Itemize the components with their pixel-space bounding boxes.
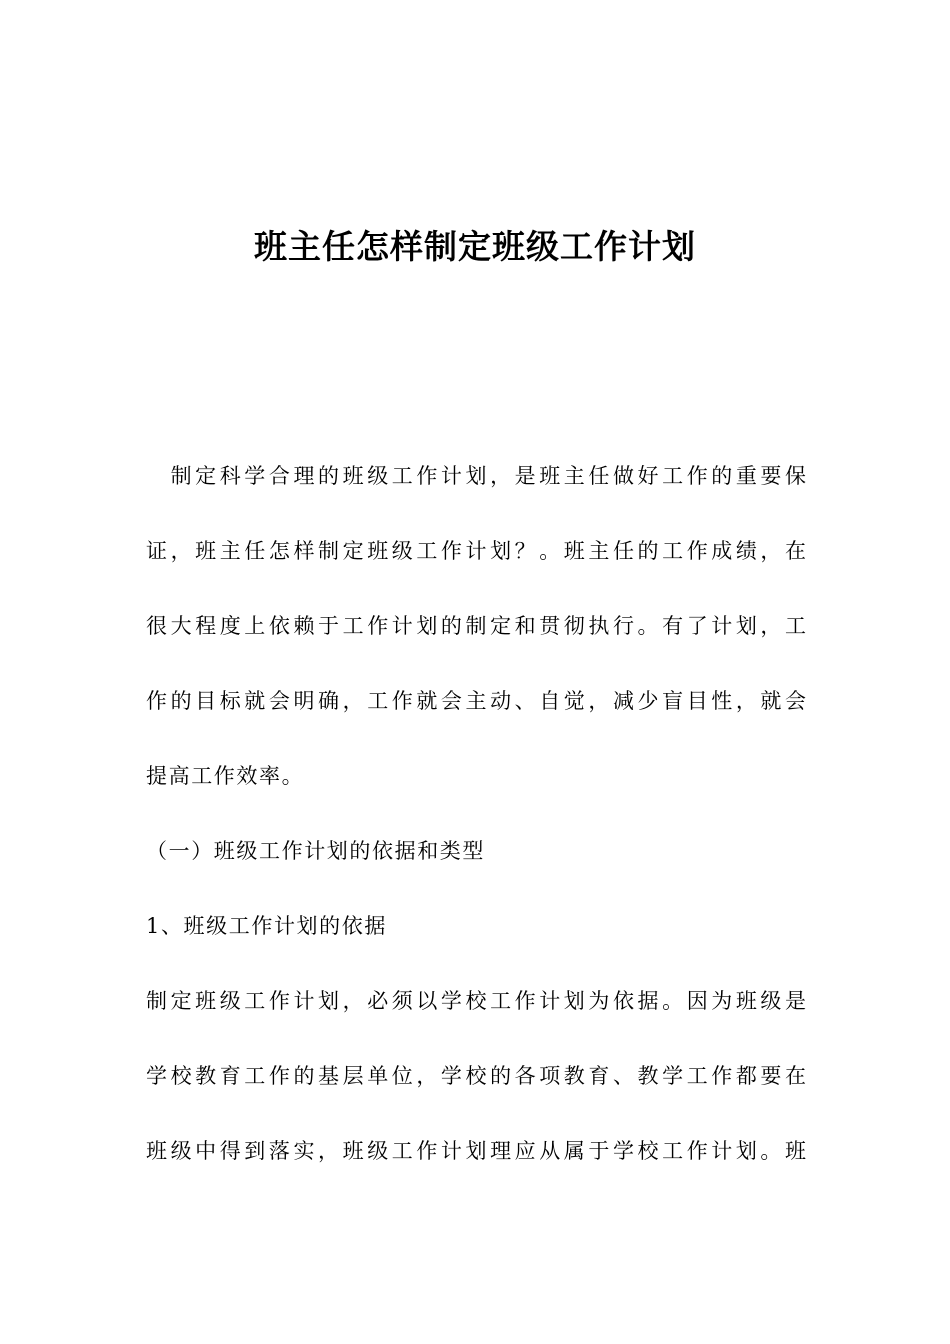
paragraph-line-4: 作的目标就会明确，工作就会主动、自觉，减少盲目性，就会 (146, 689, 806, 713)
paragraph-line-5: 提高工作效率。 (146, 764, 305, 788)
paragraph-line-1: 制定科学合理的班级工作计划，是班主任做好工作的重要保 (146, 464, 806, 488)
paragraph-line-3: 很大程度上依赖于工作计划的制定和贯彻执行。有了计划，工 (146, 614, 806, 638)
document-title: 班主任怎样制定班级工作计划 (254, 227, 696, 266)
paragraph-line-6: 制定班级工作计划，必须以学校工作计划为依据。因为班级是 (146, 989, 806, 1013)
section-heading-1: （一）班级工作计划的依据和类型 (146, 839, 485, 863)
paragraph-line-2: 证，班主任怎样制定班级工作计划？。班主任的工作成绩，在 (146, 539, 806, 563)
paragraph-line-8: 班级中得到落实，班级工作计划理应从属于学校工作计划。班 (146, 1139, 806, 1163)
paragraph-line-7: 学校教育工作的基层单位，学校的各项教育、教学工作都要在 (146, 1064, 806, 1088)
subsection-heading-1: 1、班级工作计划的依据 (146, 914, 387, 938)
